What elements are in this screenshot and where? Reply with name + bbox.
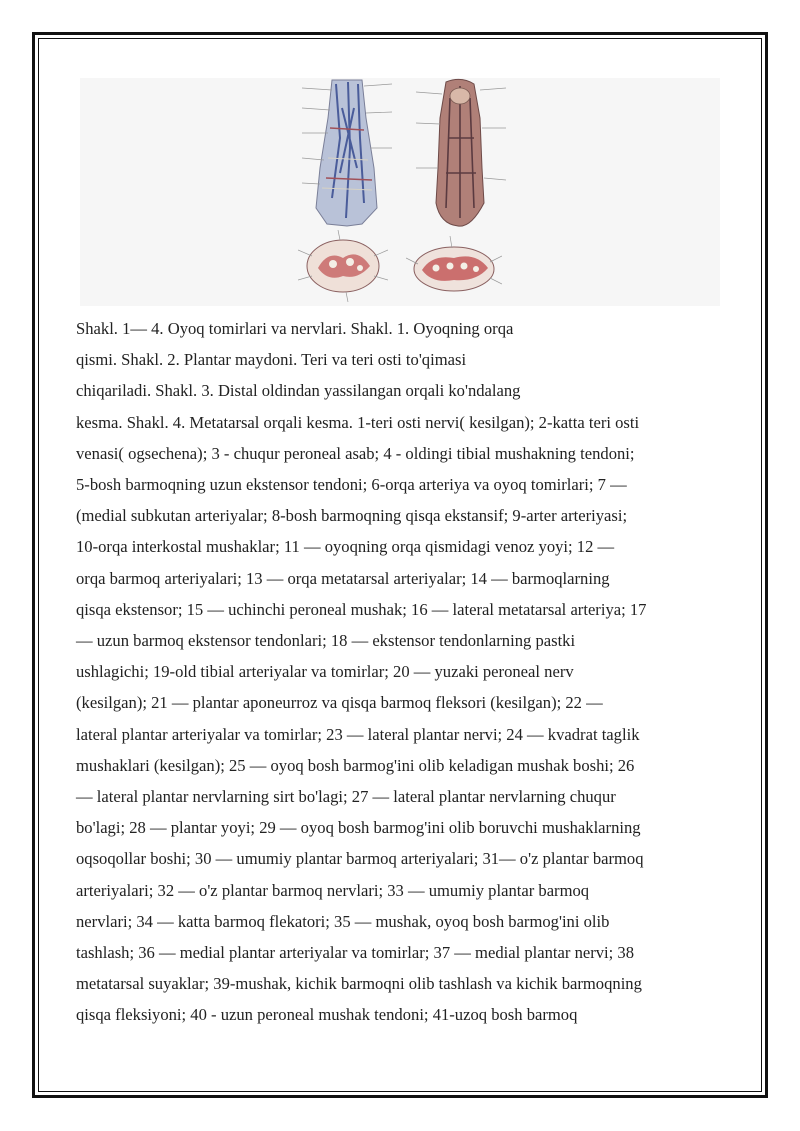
- caption-line: qisqa fleksiyoni; 40 - uzun peroneal mushak tendoni; 41-uzoq bosh barmoq: [76, 1005, 578, 1025]
- caption-line: — lateral plantar nervlarning sirt bo'lagi; 27 — lateral plantar nervlarning chuqur: [76, 787, 616, 807]
- figure-3-cross-section: [298, 230, 388, 302]
- caption-line: qisqa ekstensor; 15 — uchinchi peroneal mushak; 16 — lateral metatarsal arteriya; 17: [76, 599, 647, 619]
- caption-line: (kesilgan); 21 — plantar aponeurroz va qisqa barmoq fleksori (kesilgan); 22 —: [76, 693, 603, 713]
- caption-line: kesma. Shakl. 4. Metatarsal orqali kesma. 1-teri osti nervi( kesilgan); 2-katta teri osti: [76, 412, 640, 432]
- caption-line: arteriyalari; 32 — o'z plantar barmoq nervlari; 33 — umumiy plantar barmoq: [76, 880, 590, 900]
- caption-line: lateral plantar arteriyalar va tomirlar; 23 — lateral plantar nervi; 24 — kvadrat taglik: [76, 724, 640, 744]
- caption-line: — uzun barmoq ekstensor tendonlari; 18 — ekstensor tendonlarning pastki: [76, 631, 576, 651]
- caption-line: 10-orqa interkostal mushaklar; 11 — oyoqning orqa qismidagi venoz yoyi; 12 —: [76, 537, 615, 557]
- caption-line: metatarsal suyaklar; 39-mushak, kichik barmoqni olib tashlash va kichik barmoqning: [76, 974, 642, 994]
- caption-line: orqa barmoq arteriyalari; 13 — orqa metatarsal arteriyalar; 14 — barmoqlarning: [76, 568, 610, 588]
- caption-line: tashlash; 36 — medial plantar arteriyalar va tomirlar; 37 — medial plantar nervi; 38: [76, 943, 635, 963]
- caption-line: qismi. Shakl. 2. Plantar maydoni. Teri va teri osti to'qimasi: [76, 350, 467, 370]
- caption-line: nervlari; 34 — katta barmoq flekatori; 35 — mushak, oyoq bosh barmog'ini olib: [76, 911, 610, 931]
- caption-line: ushlagichi; 19-old tibial arteriyalar va tomirlar; 20 — yuzaki peroneal nerv: [76, 662, 574, 682]
- caption-line: (medial subkutan arteriyalar; 8-bosh barmoqning qisqa ekstansif; 9-arter arteriyasi;: [76, 506, 628, 526]
- caption-line: chiqariladi. Shakl. 3. Distal oldindan yassilangan orqali ko'ndalang: [76, 381, 521, 401]
- caption-line: bo'lagi; 28 — plantar yoyi; 29 — oyoq bosh barmog'ini olib boruvchi mushaklarning: [76, 818, 641, 838]
- anatomy-figure: [80, 78, 720, 306]
- figure-2-plantar-foot: [416, 78, 506, 228]
- figure-caption: [76, 313, 728, 1031]
- figure-1-dorsal-foot: [302, 78, 392, 228]
- caption-line: oqsoqollar boshi; 30 — umumiy plantar barmoq arteriyalari; 31— o'z plantar barmoq: [76, 849, 644, 869]
- caption-line: 5-bosh barmoqning uzun ekstensor tendoni; 6-orqa arteriya va oyoq tomirlari; 7 —: [76, 475, 627, 495]
- caption-line: venasi( ogsechena); 3 - chuqur peroneal asab; 4 - oldingi tibial mushakning tendoni;: [76, 443, 635, 463]
- figure-4-metatarsal-section: [406, 236, 502, 302]
- caption-line: mushaklari (kesilgan); 25 — oyoq bosh barmog'ini olib keladigan mushak boshi; 26: [76, 755, 635, 775]
- caption-line: Shakl. 1— 4. Oyoq tomirlari va nervlari. Shakl. 1. Oyoqning orqa: [76, 319, 514, 338]
